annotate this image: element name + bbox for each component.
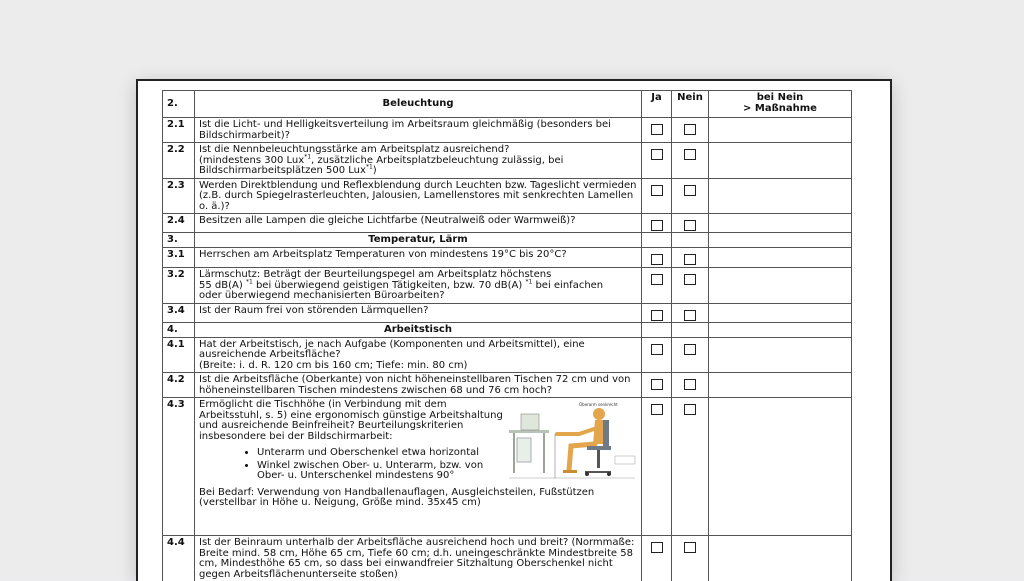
question-line: (mindestens 300 Lux xyxy=(199,155,304,166)
measure-cell[interactable] xyxy=(709,337,852,373)
nein-checkbox[interactable] xyxy=(684,124,696,135)
nein-checkbox[interactable] xyxy=(684,404,696,415)
row-question: Ist der Beinraum unterhalb der Arbeitsfläche ausreichend hoch und breit? (Normmaße: Breite mind. 58 cm, Höhe 65 cm, Tiefe 60 cm; d.h. uneingeschränkte Mindestbreite 58 cm, Mindesthöhe 65 cm, so dass bei einwandfreier Sitzhaltung Oberschenkel nicht gegen Arbeitsflächenunterseite stoßen) xyxy=(195,536,642,581)
question-line: 55 dB(A) xyxy=(199,280,246,291)
row-question xyxy=(195,337,642,373)
question-line: oder überwiegend mechanisierten Büroarbeiten? xyxy=(199,290,445,301)
table-row xyxy=(163,118,852,143)
measure-cell[interactable] xyxy=(709,214,852,233)
row-question xyxy=(195,143,642,179)
measure-cell[interactable] xyxy=(709,118,852,143)
seated-worker-illustration xyxy=(507,400,637,482)
question-line: (Breite: i. d. R. 120 cm bis 160 cm; Tiefe: min. 80 cm) xyxy=(199,360,467,371)
row-question: Ist der Raum frei von störenden Lärmquellen? xyxy=(195,303,642,322)
figure-caption: Oberarm senkrecht xyxy=(579,402,618,407)
row-number: 2.2 xyxy=(163,143,195,179)
question-line: bei überwiegend geistigen Tätigkeiten, bzw. 70 dB(A) xyxy=(253,280,526,291)
row-number: 4.1 xyxy=(163,337,195,373)
table-row xyxy=(163,214,852,233)
nein-checkbox[interactable] xyxy=(684,149,696,160)
row-number: 3.1 xyxy=(163,248,195,268)
question-note: Bei Bedarf: Verwendung von Handballenauflagen, Ausgleichsteilen, Fußstützen (verstellbar in Höhe u. Neigung, Größe mind. 35x45 cm) xyxy=(199,487,594,509)
question-line: Bildschirmarbeitsplätzen 500 Lux xyxy=(199,165,366,176)
table-row xyxy=(163,268,852,304)
nein-checkbox[interactable] xyxy=(684,542,696,553)
nein-checkbox[interactable] xyxy=(684,254,696,265)
table-row xyxy=(163,373,852,398)
table-header-row xyxy=(163,91,852,118)
question-text: Ermöglicht die Tischhöhe (in Verbindung mit dem Arbeitsstuhl, s. 5) eine ergonomisch günstige Arbeitshaltung und ausreichende Beinfreiheit? Beurteilungskriterien insbesondere bei der Bildschirmarbeit: xyxy=(199,399,503,442)
table-row xyxy=(163,143,852,179)
measure-cell[interactable] xyxy=(709,248,852,268)
list-item: • Unterarm und Oberschenkel etwa horizontal xyxy=(257,448,637,459)
footnote-mark: *1 xyxy=(366,164,373,171)
nein-checkbox[interactable] xyxy=(684,220,696,231)
table-row xyxy=(163,337,852,373)
section-title: Temperatur, Lärm xyxy=(195,233,642,248)
ja-checkbox[interactable] xyxy=(651,124,663,135)
ja-checkbox[interactable] xyxy=(651,149,663,160)
question-line: bei einfachen xyxy=(532,280,603,291)
measure-cell[interactable] xyxy=(709,143,852,179)
ja-checkbox[interactable] xyxy=(651,220,663,231)
nein-checkbox[interactable] xyxy=(684,379,696,390)
table-row xyxy=(163,178,852,214)
footnote-mark: *1 xyxy=(525,278,532,285)
section-number: 4. xyxy=(163,322,195,337)
ja-checkbox[interactable] xyxy=(651,379,663,390)
section-row xyxy=(163,233,852,248)
section-number: 3. xyxy=(163,233,195,248)
row-question xyxy=(195,268,642,304)
measure-cell[interactable] xyxy=(709,536,852,581)
checklist-table xyxy=(162,90,852,581)
row-question: Herrschen am Arbeitsplatz Temperaturen von mindestens 19°C bis 20°C? xyxy=(195,248,642,268)
ja-checkbox[interactable] xyxy=(651,254,663,265)
question-line: Lärmschutz: Beträgt der Beurteilungspegel am Arbeitsplatz höchstens xyxy=(199,269,551,280)
row-question: Ist die Arbeitsfläche (Oberkante) von nicht höheneinstellbaren Tischen 72 cm und von höheneinstellbaren Tischen mindestens zwischen 68 und 76 cm hoch? xyxy=(195,373,642,398)
question-line: Hat der Arbeitstisch, je nach Aufgabe (Komponenten und Arbeitsmittel), eine ausreichende Arbeitsfläche? xyxy=(199,339,585,361)
question-line: , zusätzliche Arbeitsplatzbeleuchtung zulässig, bei xyxy=(311,155,563,166)
ja-checkbox[interactable] xyxy=(651,404,663,415)
document-page xyxy=(136,79,892,581)
row-number: 3.2 xyxy=(163,268,195,304)
measure-cell[interactable] xyxy=(709,303,852,322)
bei-nein-label: bei Nein xyxy=(757,92,804,103)
table-row xyxy=(163,303,852,322)
measure-cell[interactable] xyxy=(709,178,852,214)
row-number: 2.3 xyxy=(163,178,195,214)
row-number: 4.4 xyxy=(163,536,195,581)
row-question: Besitzen alle Lampen die gleiche Lichtfarbe (Neutralweiß oder Warmweiß)? xyxy=(195,214,642,233)
column-ja: Ja xyxy=(642,91,672,118)
ja-checkbox[interactable] xyxy=(651,344,663,355)
question-line: ) xyxy=(373,165,377,176)
nein-checkbox[interactable] xyxy=(684,310,696,321)
measure-cell[interactable] xyxy=(709,373,852,398)
row-number: 4.3 xyxy=(163,398,195,536)
row-question: Ist die Licht- und Helligkeitsverteilung im Arbeitsraum gleichmäßig (besonders bei Bildschirmarbeit)? xyxy=(195,118,642,143)
row-number: 4.2 xyxy=(163,373,195,398)
ja-checkbox[interactable] xyxy=(651,542,663,553)
list-item: • Winkel zwischen Ober- u. Unterarm, bzw. von Ober- u. Unterschenkel mindestens 90° xyxy=(257,461,637,482)
question-line: Ist die Nennbeleuchtungsstärke am Arbeitsplatz ausreichend? xyxy=(199,144,509,155)
footnote-mark: *1 xyxy=(246,278,253,285)
nein-checkbox[interactable] xyxy=(684,185,696,196)
measure-cell[interactable] xyxy=(709,398,852,536)
section-title: Arbeitstisch xyxy=(195,322,642,337)
row-number: 2.4 xyxy=(163,214,195,233)
table-row xyxy=(163,536,852,581)
section-title: Beleuchtung xyxy=(195,91,642,118)
row-number: 3.4 xyxy=(163,303,195,322)
massnahme-label: > Maßnahme xyxy=(743,103,817,114)
footnote-mark: *1 xyxy=(304,153,311,160)
table-row xyxy=(163,398,852,536)
section-row xyxy=(163,322,852,337)
row-number: 2.1 xyxy=(163,118,195,143)
nein-checkbox[interactable] xyxy=(684,274,696,285)
row-question: Werden Direktblendung und Reflexblendung durch Leuchten bzw. Tageslicht vermieden (z.B. durch Spiegelrasterleuchten, Jalousien, Lamellenstores mit senkrechten Lamellen o. ä.)? xyxy=(195,178,642,214)
table-row xyxy=(163,248,852,268)
nein-checkbox[interactable] xyxy=(684,344,696,355)
row-question xyxy=(195,398,642,536)
section-number: 2. xyxy=(163,91,195,118)
ja-checkbox[interactable] xyxy=(651,185,663,196)
measure-cell[interactable] xyxy=(709,268,852,304)
ergonomic-posture-figure xyxy=(507,400,637,482)
column-bei-nein xyxy=(709,91,852,118)
ja-checkbox[interactable] xyxy=(651,310,663,321)
column-nein: Nein xyxy=(672,91,709,118)
ja-checkbox[interactable] xyxy=(651,274,663,285)
